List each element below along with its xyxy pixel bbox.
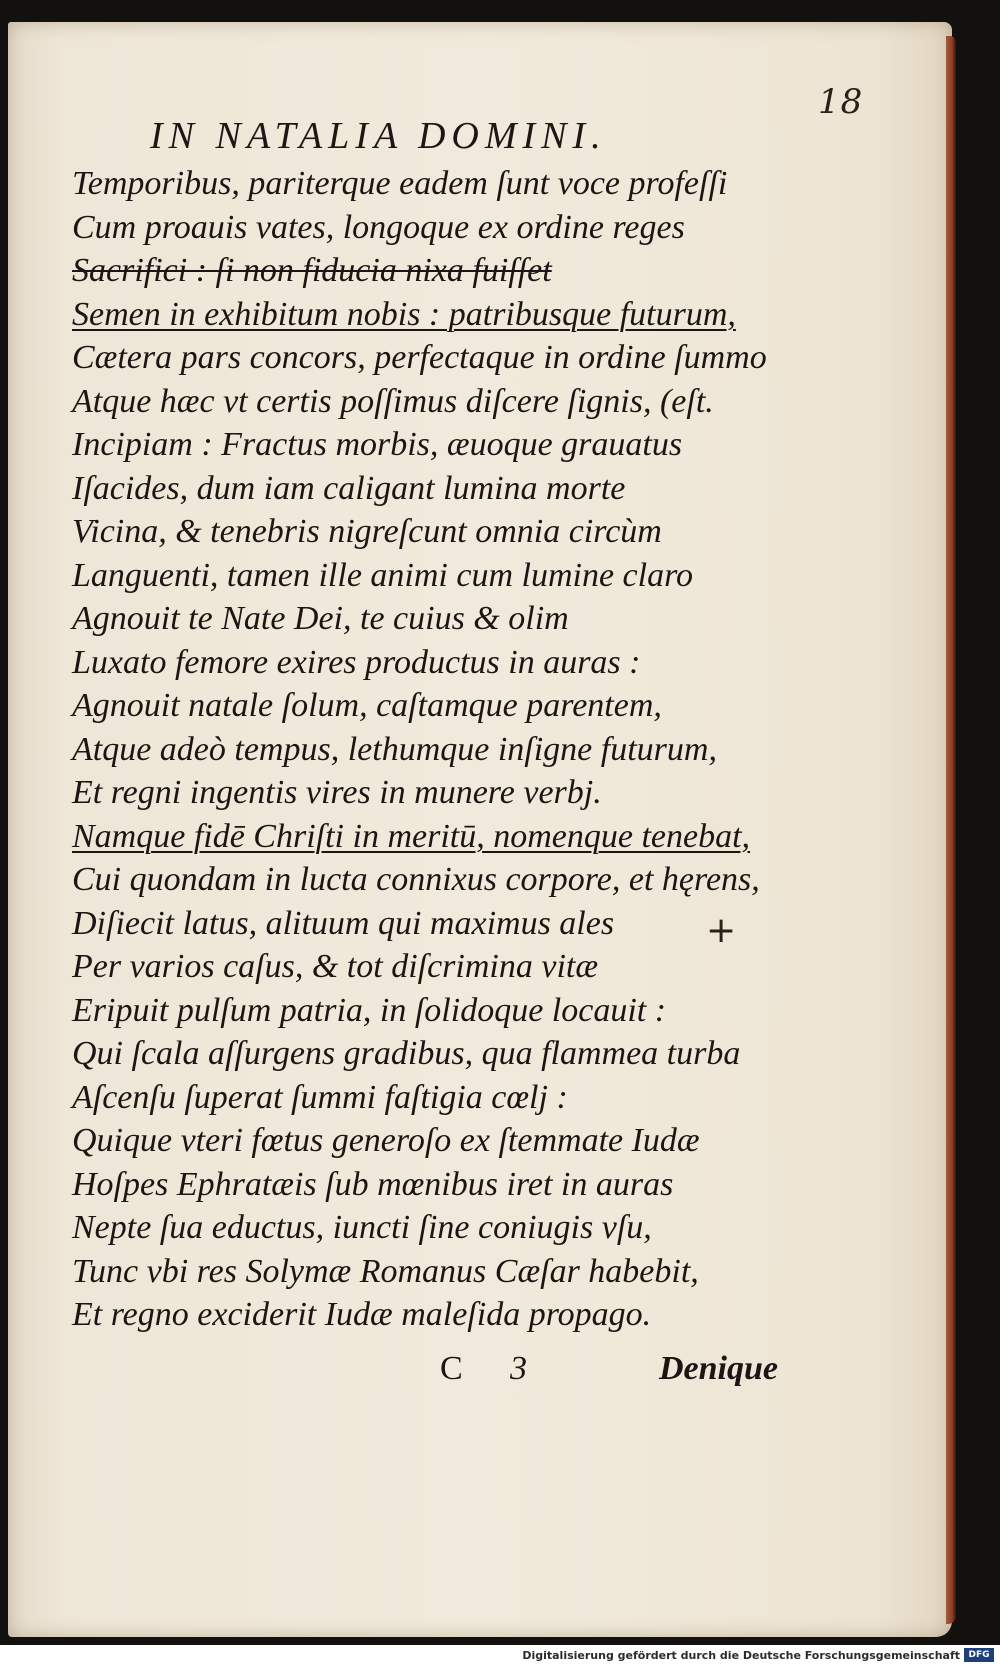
margin-cross-mark: + — [706, 910, 737, 951]
verse-line: Incipiam : Fractus morbis, æuoque grauatus — [72, 426, 683, 463]
verse-line: Atque hæc vt certis poſſimus diſcere ſignis, (eſt. — [72, 382, 714, 420]
catchword: Denique — [659, 1350, 778, 1387]
verse-line: Iſacides, dum iam caligant lumina morte — [72, 469, 626, 507]
verse-line: Per varios caſus, & tot diſcrimina vitæ — [72, 948, 599, 985]
verse-line: Et regni ingentis vires in munere verbj. — [72, 774, 602, 811]
verse-line: Qui ſcala aſſurgens gradibus, qua flammea turba — [72, 1035, 741, 1072]
signature-mark: C — [440, 1350, 463, 1387]
digitization-credit: Digitalisierung gefördert durch die Deutsche Forschungsgemeinschaft — [522, 1649, 960, 1662]
verse-line: Aſcenſu ſuperat ſummi faſtigia cœlj : — [72, 1078, 568, 1116]
verse-line: Sacrifici : ſi non fiducia nixa fuiſſet — [72, 252, 552, 289]
catchline — [72, 1350, 792, 1394]
verse-line: Eripuit pulſum patria, in ſolidoque locauit : — [72, 991, 667, 1029]
signature-number: 3 — [510, 1350, 527, 1387]
page-edge — [946, 36, 956, 1624]
verse-line: Et regno exciderit Iudæ maleſida propago. — [72, 1296, 652, 1333]
verse-line: Namque fidē Chriſti in meritū, nomenque tenebat, — [72, 817, 751, 855]
verse-line: Agnouit te Nate Dei, te cuius & olim — [72, 600, 569, 637]
verse-text — [72, 162, 792, 1337]
verse-line: Cætera pars concors, perfectaque in ordine ſummo — [72, 339, 767, 376]
verse-line: Cui quondam in lucta connixus corpore, et hęrens, — [72, 861, 760, 898]
verse-line: Agnouit natale ſolum, caſtamque parentem, — [72, 687, 662, 724]
folio-number: 18 — [818, 82, 864, 122]
running-head: IN NATALIA DOMINI. — [150, 115, 607, 157]
verse-line: Semen in exhibitum nobis : patribusque futurum, — [72, 295, 736, 333]
verse-line: Quique vteri fœtus generoſo ex ſtemmate Iudæ — [72, 1122, 700, 1159]
verse-line: Hoſpes Ephratæis ſub mœnibus iret in auras — [72, 1165, 674, 1203]
verse-line: Tunc vbi res Solymæ Romanus Cæſar habebit, — [72, 1252, 699, 1290]
verse-line: Vicina, & tenebris nigreſcunt omnia circùm — [72, 513, 662, 550]
verse-line: Nepte ſua eductus, iuncti ſine coniugis vſu, — [72, 1209, 652, 1246]
verse-line: Atque adeò tempus, lethumque inſigne futurum, — [72, 730, 717, 768]
verse-line: Cum proauis vates, longoque ex ordine reges — [72, 208, 685, 246]
verse-line: Temporibus, pariterque eadem ſunt voce profeſſi — [72, 165, 728, 202]
dfg-logo-icon: DFG — [964, 1648, 994, 1662]
verse-line: Languenti, tamen ille animi cum lumine claro — [72, 556, 694, 594]
verse-line: Diſiecit latus, alituum qui maximus ales — [72, 904, 615, 942]
verse-line: Luxato femore exires productus in auras : — [72, 643, 641, 681]
